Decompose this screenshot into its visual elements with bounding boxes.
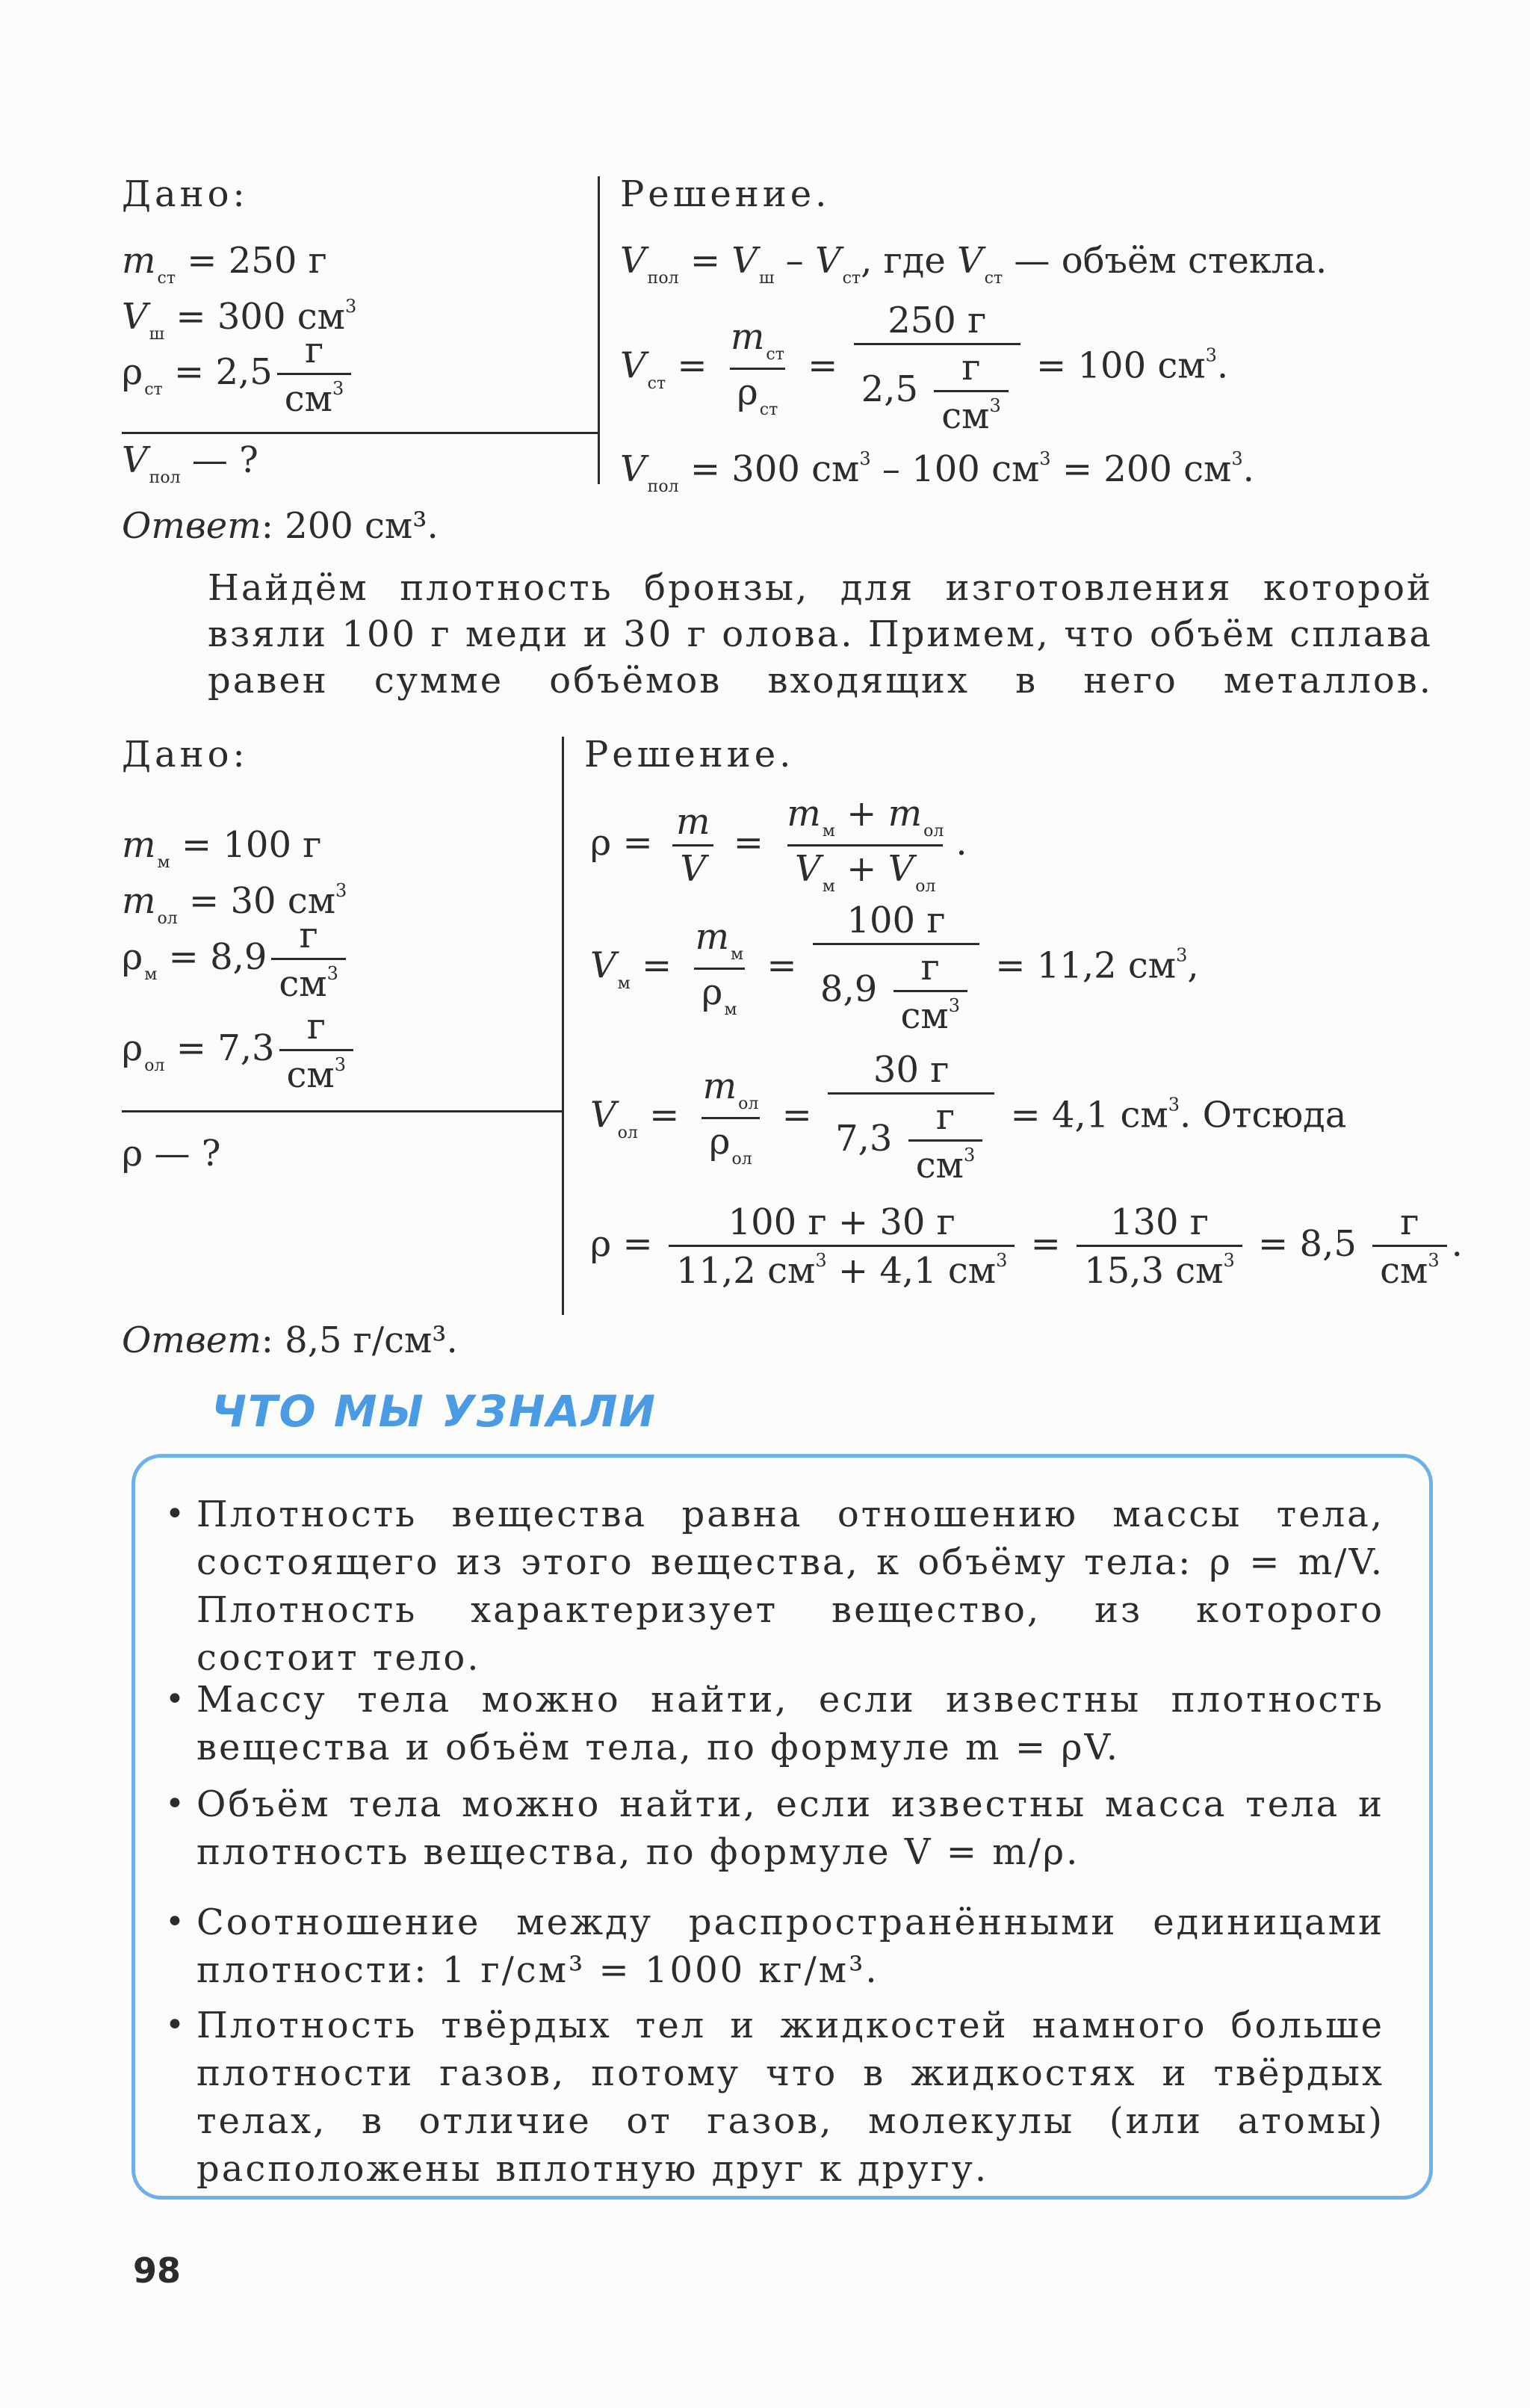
solution-line-2: $V_{ст}$ = $\frac{m_{ст}}{\rho_{ст}}$ = 250 г 2,5 $\frac{г}{см^3}$ = 100 $см^3$. bbox=[620, 300, 1229, 437]
bullet-item bbox=[165, 1898, 1384, 1994]
horizontal-divider bbox=[122, 1110, 562, 1112]
bullet-text: Плотность твёрдых тел и жидкостей намного больше плотности газов, потому что в жидкостях и твёрдых телах, в отличие от газов, молекулы (или атомы) расположены вплотную друг к другу. bbox=[196, 2005, 1384, 2190]
solution-line-3: $V_{ол}$ = $\frac{m_{ол}}{\rho_{ол}}$ = 30 г 7,3 $\frac{г}{см^3}$ = 4,1 $см^3$. Отсюда bbox=[590, 1049, 1347, 1186]
answer-2 bbox=[122, 1319, 458, 1361]
bullet-item bbox=[165, 1780, 1384, 1876]
bullet-item bbox=[165, 1491, 1384, 1682]
bullet-marker: • bbox=[165, 2006, 187, 2044]
answer-label: Ответ bbox=[122, 505, 261, 547]
given-mass-tin: $m_{ол} = 30$ $см^3$ bbox=[122, 880, 347, 928]
bullet-item bbox=[165, 1676, 1384, 1771]
body-paragraph: Найдём плотность бронзы, для изготовления которой взяли 100 г меди и 30 г олова. Примем, что объём сплава равен сумме объёмов входящих в него металлов. bbox=[208, 567, 1433, 702]
vertical-divider bbox=[598, 176, 600, 484]
bullet-text: Массу тела можно найти, если известны плотность вещества и объём тела, по формуле m = ρV. bbox=[196, 1679, 1384, 1768]
solution-line-1: $V_{пол} = V_ш - V_{ст}$, где $V_{ст}$ — объём стекла. bbox=[620, 240, 1328, 288]
solution-line-4: ρ = $\frac{100 г + 30 г}{11,2 см^3 + 4,1 см^3}$ = $\frac{130 г}{15,3 см^3}$ = 8,5 $\frac{г}{см^3}$ . bbox=[590, 1201, 1463, 1292]
given-mass-copper: $m_м = 100$ г bbox=[122, 824, 322, 872]
solution-line-3: $V_{пол} = 300$ $см^3 - 100$ $см^3 = 200$ $см^3$. bbox=[620, 448, 1254, 496]
given-density-tin: $\rho_{ол} = 7,3$ $\frac{г}{см^3}$ bbox=[122, 1009, 358, 1093]
bullet-marker: • bbox=[165, 1495, 187, 1533]
answer-value: : 8,5 г/см³. bbox=[261, 1319, 458, 1361]
solution-heading: Решение. bbox=[584, 734, 795, 776]
given-mass-glass: $m_{ст} = 250$ г bbox=[122, 240, 327, 288]
answer-1 bbox=[122, 505, 439, 547]
bullet-marker: • bbox=[165, 1903, 187, 1941]
unknown-density: ρ — ? bbox=[122, 1133, 221, 1174]
unknown-volume: $V_{пол}$ — ? bbox=[122, 439, 258, 487]
given-density-copper: $\rho_м = 8,9$ $\frac{г}{см^3}$ bbox=[122, 917, 350, 1002]
given-heading: Дано: bbox=[122, 173, 249, 215]
solution-heading: Решение. bbox=[620, 173, 831, 215]
horizontal-divider bbox=[122, 432, 598, 434]
given-heading: Дано: bbox=[122, 734, 249, 776]
answer-label: Ответ bbox=[122, 1319, 261, 1361]
bullet-text: Соотношение между распространёнными единицами плотности: 1 г/см³ = 1000 кг/м³. bbox=[196, 1901, 1384, 1991]
solution-line-1: ρ = $\frac{m}{V}$ = $\frac{m_м + m_{ол}}{V_м + V_{ол}}$ . bbox=[590, 793, 967, 896]
bullet-item bbox=[165, 2002, 1384, 2193]
summary-box bbox=[131, 1454, 1433, 2200]
page-number: 98 bbox=[133, 2250, 182, 2291]
solution-line-2: $V_м$ = $\frac{m_м}{\rho_м}$ = 100 г 8,9 $\frac{г}{см^3}$ = 11,2 $см^3$, bbox=[590, 900, 1199, 1037]
section-title: ЧТО МЫ УЗНАЛИ bbox=[211, 1386, 657, 1437]
given-density-glass: $\rho_{ст} = 2,5$ $\frac{г}{см^3}$ bbox=[122, 332, 356, 417]
bullet-marker: • bbox=[165, 1785, 187, 1823]
bullet-marker: • bbox=[165, 1680, 187, 1718]
bullet-text: Плотность вещества равна отношению массы тела, состоящего из этого вещества, к объёму тела: ρ = m/V. Плотность характеризует вещество, из которого состоит тело. bbox=[196, 1494, 1384, 1679]
given-volume-ball: $V_ш = 300$ $см^3$ bbox=[122, 296, 357, 344]
bullet-text: Объём тела можно найти, если известны масса тела и плотность вещества, по формуле V = m/ρ. bbox=[196, 1783, 1384, 1873]
vertical-divider bbox=[562, 737, 564, 1315]
answer-value: : 200 см³. bbox=[261, 505, 439, 547]
